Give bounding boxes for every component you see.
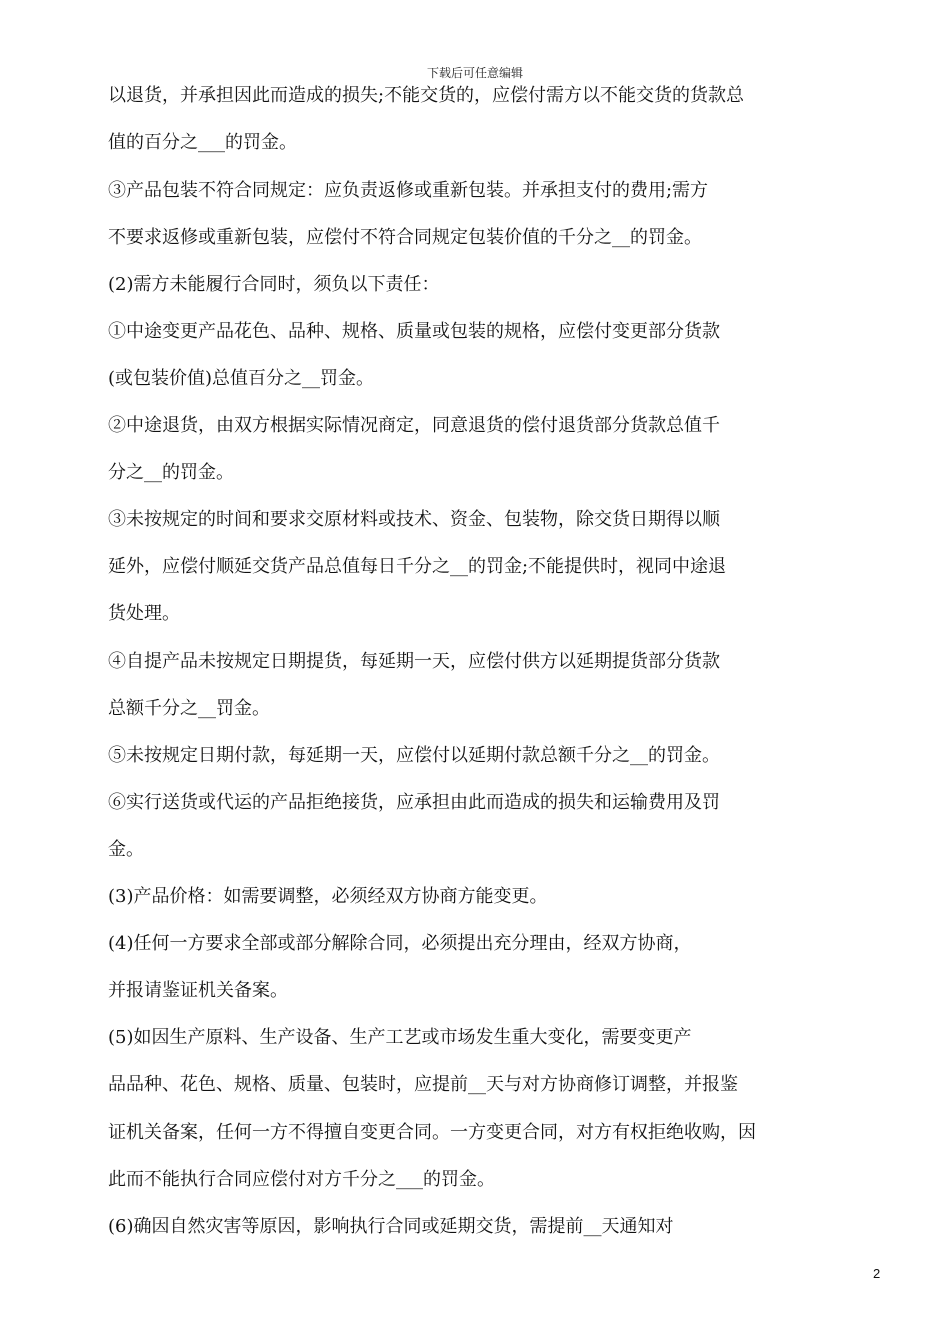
text-line: (4)任何一方要求全部或部分解除合同，必须提出充分理由，经双方协商，: [108, 933, 692, 954]
text-line: (3)产品价格：如需要调整，必须经双方协商方能变更。: [108, 886, 548, 907]
text-line: 此而不能执行合同应偿付对方千分之___的罚金。: [108, 1169, 495, 1190]
text-line: ④自提产品未按规定日期提货，每延期一天，应偿付供方以延期提货部分货款: [108, 651, 720, 672]
page-header: 下载后可任意编辑: [426, 66, 523, 80]
text-line: 总额千分之__罚金。: [108, 698, 270, 719]
text-line: (2)需方未能履行合同时，须负以下责任：: [108, 274, 440, 295]
text-line: 品品种、花色、规格、质量、包装时，应提前__天与对方协商修订调整，并报鉴: [108, 1074, 738, 1095]
text-line: 分之__的罚金。: [108, 462, 234, 483]
text-line: ⑤未按规定日期付款，每延期一天，应偿付以延期付款总额千分之__的罚金。: [108, 745, 720, 766]
text-line: ①中途变更产品花色、品种、规格、质量或包装的规格，应偿付变更部分货款: [108, 321, 720, 342]
text-line: ⑥实行送货或代运的产品拒绝接货，应承担由此而造成的损失和运输费用及罚: [108, 792, 720, 813]
text-line: ③未按规定的时间和要求交原材料或技术、资金、包装物，除交货日期得以顺: [108, 509, 720, 530]
text-line: 并报请鉴证机关备案。: [108, 980, 288, 1001]
text-line: 延外，应偿付顺延交货产品总值每日千分之__的罚金;不能提供时，视同中途退: [108, 556, 727, 577]
text-line: 以退货，并承担因此而造成的损失;不能交货的，应偿付需方以不能交货的货款总: [108, 85, 745, 106]
text-line: ②中途退货，由双方根据实际情况商定，同意退货的偿付退货部分货款总值千: [108, 415, 720, 436]
text-line: (5)如因生产原料、生产设备、生产工艺或市场发生重大变化，需要变更产: [108, 1027, 692, 1048]
text-line: 证机关备案，任何一方不得擅自变更合同。一方变更合同，对方有权拒绝收购，因: [108, 1122, 756, 1143]
text-line: (或包装价值)总值百分之__罚金。: [108, 368, 375, 389]
page-number: 2: [873, 1266, 881, 1281]
text-line: 金。: [108, 839, 144, 860]
text-line: (6)确因自然灾害等原因，影响执行合同或延期交货，需提前__天通知对: [108, 1216, 674, 1237]
text-line: ③产品包装不符合同规定：应负责返修或重新包装。并承担支付的费用;需方: [108, 180, 709, 201]
text-line: 货处理。: [108, 603, 180, 624]
text-line: 值的百分之___的罚金。: [108, 132, 297, 153]
text-line: 不要求返修或重新包装，应偿付不符合同规定包装价值的千分之__的罚金。: [108, 227, 702, 248]
